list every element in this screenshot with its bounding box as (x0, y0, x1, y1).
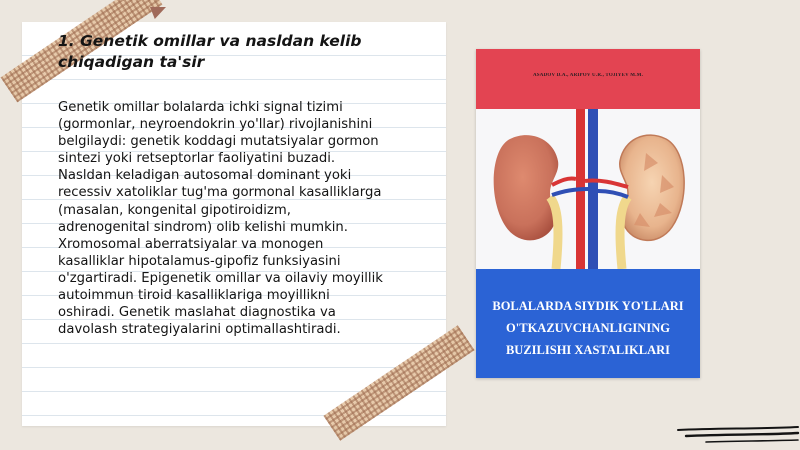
left-renal-artery (552, 178, 576, 185)
kidney-illustration-svg (476, 109, 700, 269)
right-kidney-shape (620, 135, 684, 240)
vena-cava (588, 109, 598, 269)
left-ureter (550, 197, 558, 269)
right-renal-vein (598, 191, 628, 197)
cover-authors: ASADOV D.A., ARIPOV U.R., TOJIYEV M.M. (532, 73, 644, 78)
right-ureter (620, 197, 628, 269)
decorative-brush-strokes (676, 424, 800, 446)
left-kidney-shape (494, 135, 559, 240)
book-cover-image (476, 49, 700, 378)
note-heading: 1. Genetik omillar va nasldan kelib chiqadigan ta'sir (58, 32, 362, 71)
kidney-anatomy-image (476, 109, 700, 269)
note-body-text: Genetik omillar bolalarda ichki signal tizimi (gormonlar, neyroendokrin yo'llar) rivojlanishini belgilaydi: genetik koddagi mutatsiyalar gormon sintezi yoki retseptorlar faoliyatini buzadi. Nasldan keladigan autosomal dominant yoki recessiv xatoliklar tug'ma gormonal kasalliklarga (masalan, kongenital gipotiroidizm, adrenogenital sindrom) olib kelishi mumkin. Xromosomal aberratsiyalar va monogen kasalliklar hipotalamus-gipofiz funksiyasini o'zgartiradi. Epigenetik omillar va oilaviy moyillik autoimmun tiroid kasalliklariga moyillikni oshiradi. Genetik maslahat diagnostika va davolash strategiyalarini optimallashtiradi. (58, 100, 383, 338)
decorative-corner-mark (150, 7, 166, 19)
cover-title: BOLALARDA SIYDIK YO'LLARI O'TKAZUVCHANLIGINING BUZILISHI XASTALIKLARI (492, 299, 684, 357)
cover-top-band (476, 49, 700, 109)
